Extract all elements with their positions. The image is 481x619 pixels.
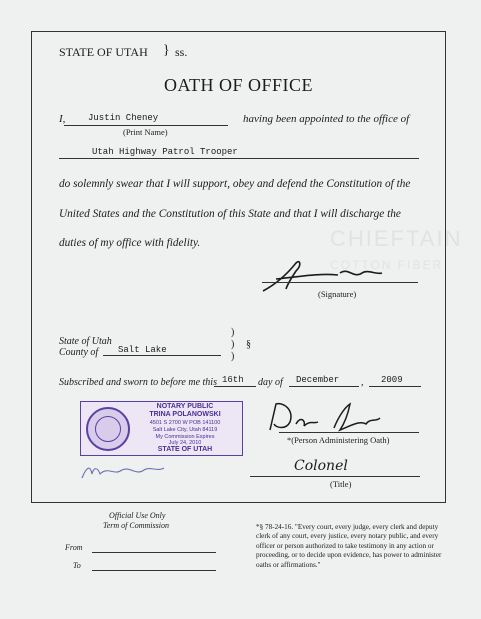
year-value: 2009 [381, 375, 403, 385]
title-caption: (Title) [330, 479, 352, 489]
day-value: 16th [222, 375, 244, 385]
oath-line-1: do solemnly swear that I will support, obey and defend the Constitution of the [59, 178, 411, 190]
day-line [214, 386, 256, 387]
statute-note: *§ 78-24-16. "Every court, every judge, every clerk and deputy clerk of any court, every justice, every notary public, and every officer or person authorized to take testimony in any action or proceeding, or to decide upon evidence, has power to administer oaths or affirmations." [256, 523, 442, 569]
county-line [103, 355, 221, 356]
from-label: From [65, 543, 83, 552]
official-use-heading: Official Use Only [109, 511, 166, 520]
venue-brace-bot: ) [231, 351, 235, 362]
oath-line-2: United States and the Constitution of this State and that I will discharge the [59, 208, 401, 220]
office-line [59, 158, 419, 159]
office-value: Utah Highway Patrol Trooper [92, 147, 238, 157]
oath-line-3: duties of my office with fidelity. [59, 237, 201, 249]
stamp-line-6: July 24, 2010 [168, 440, 202, 446]
month-value: December [296, 375, 340, 385]
day-of-label: day of [258, 377, 283, 388]
to-line[interactable] [92, 570, 216, 571]
notary-seal-icon [86, 407, 130, 451]
stamp-line-1: NOTARY PUBLIC [156, 403, 214, 410]
title-line [250, 476, 420, 477]
to-label: To [73, 561, 81, 570]
stamp-line-7: STATE OF UTAH [157, 446, 213, 453]
term-of-commission: Term of Commission [103, 521, 169, 530]
signature-line [262, 282, 418, 283]
section-mark: § [246, 339, 251, 350]
ss-abbrev: ss. [175, 45, 188, 59]
state-heading: STATE OF UTAH [59, 45, 148, 59]
venue-brace-top: ) [231, 327, 235, 338]
appointed-text: having been appointed to the office of [243, 113, 410, 125]
stamp-line-5: My Commission Expires [155, 434, 215, 440]
document-title: OATH OF OFFICE [164, 75, 314, 95]
state-label: State of Utah [59, 336, 112, 347]
print-name-line [64, 125, 228, 126]
from-line[interactable] [92, 552, 216, 553]
subscribed-prefix: Subscribed and sworn to before me this [59, 377, 217, 388]
print-name-value: Justin Cheney [88, 113, 159, 123]
stamp-line-2: TRINA POLANOWSKI [149, 411, 221, 418]
date-comma: , [361, 377, 364, 388]
year-line [369, 386, 421, 387]
stamp-line-3: 4501 S 2700 W POB 141100 [149, 420, 221, 426]
notary-signature [78, 458, 168, 482]
paper-watermark: CHIEFTAIN [330, 226, 463, 251]
administering-caption: *(Person Administering Oath) [287, 435, 390, 445]
stamp-line-4: Salt Lake City, Utah 84119 [152, 427, 218, 433]
county-label: County of [59, 347, 99, 358]
signature-caption: (Signature) [318, 289, 357, 299]
paper-watermark-sub: COTTON FIBER [330, 258, 444, 272]
state-brace: } [163, 43, 170, 58]
administering-line [279, 432, 419, 433]
county-value: Salt Lake [118, 345, 167, 355]
title-value: Colonel [294, 458, 348, 474]
venue-brace-mid: ) [231, 339, 235, 350]
pronoun-label: I, [59, 113, 66, 125]
month-line [289, 386, 359, 387]
print-name-caption: (Print Name) [123, 127, 168, 137]
